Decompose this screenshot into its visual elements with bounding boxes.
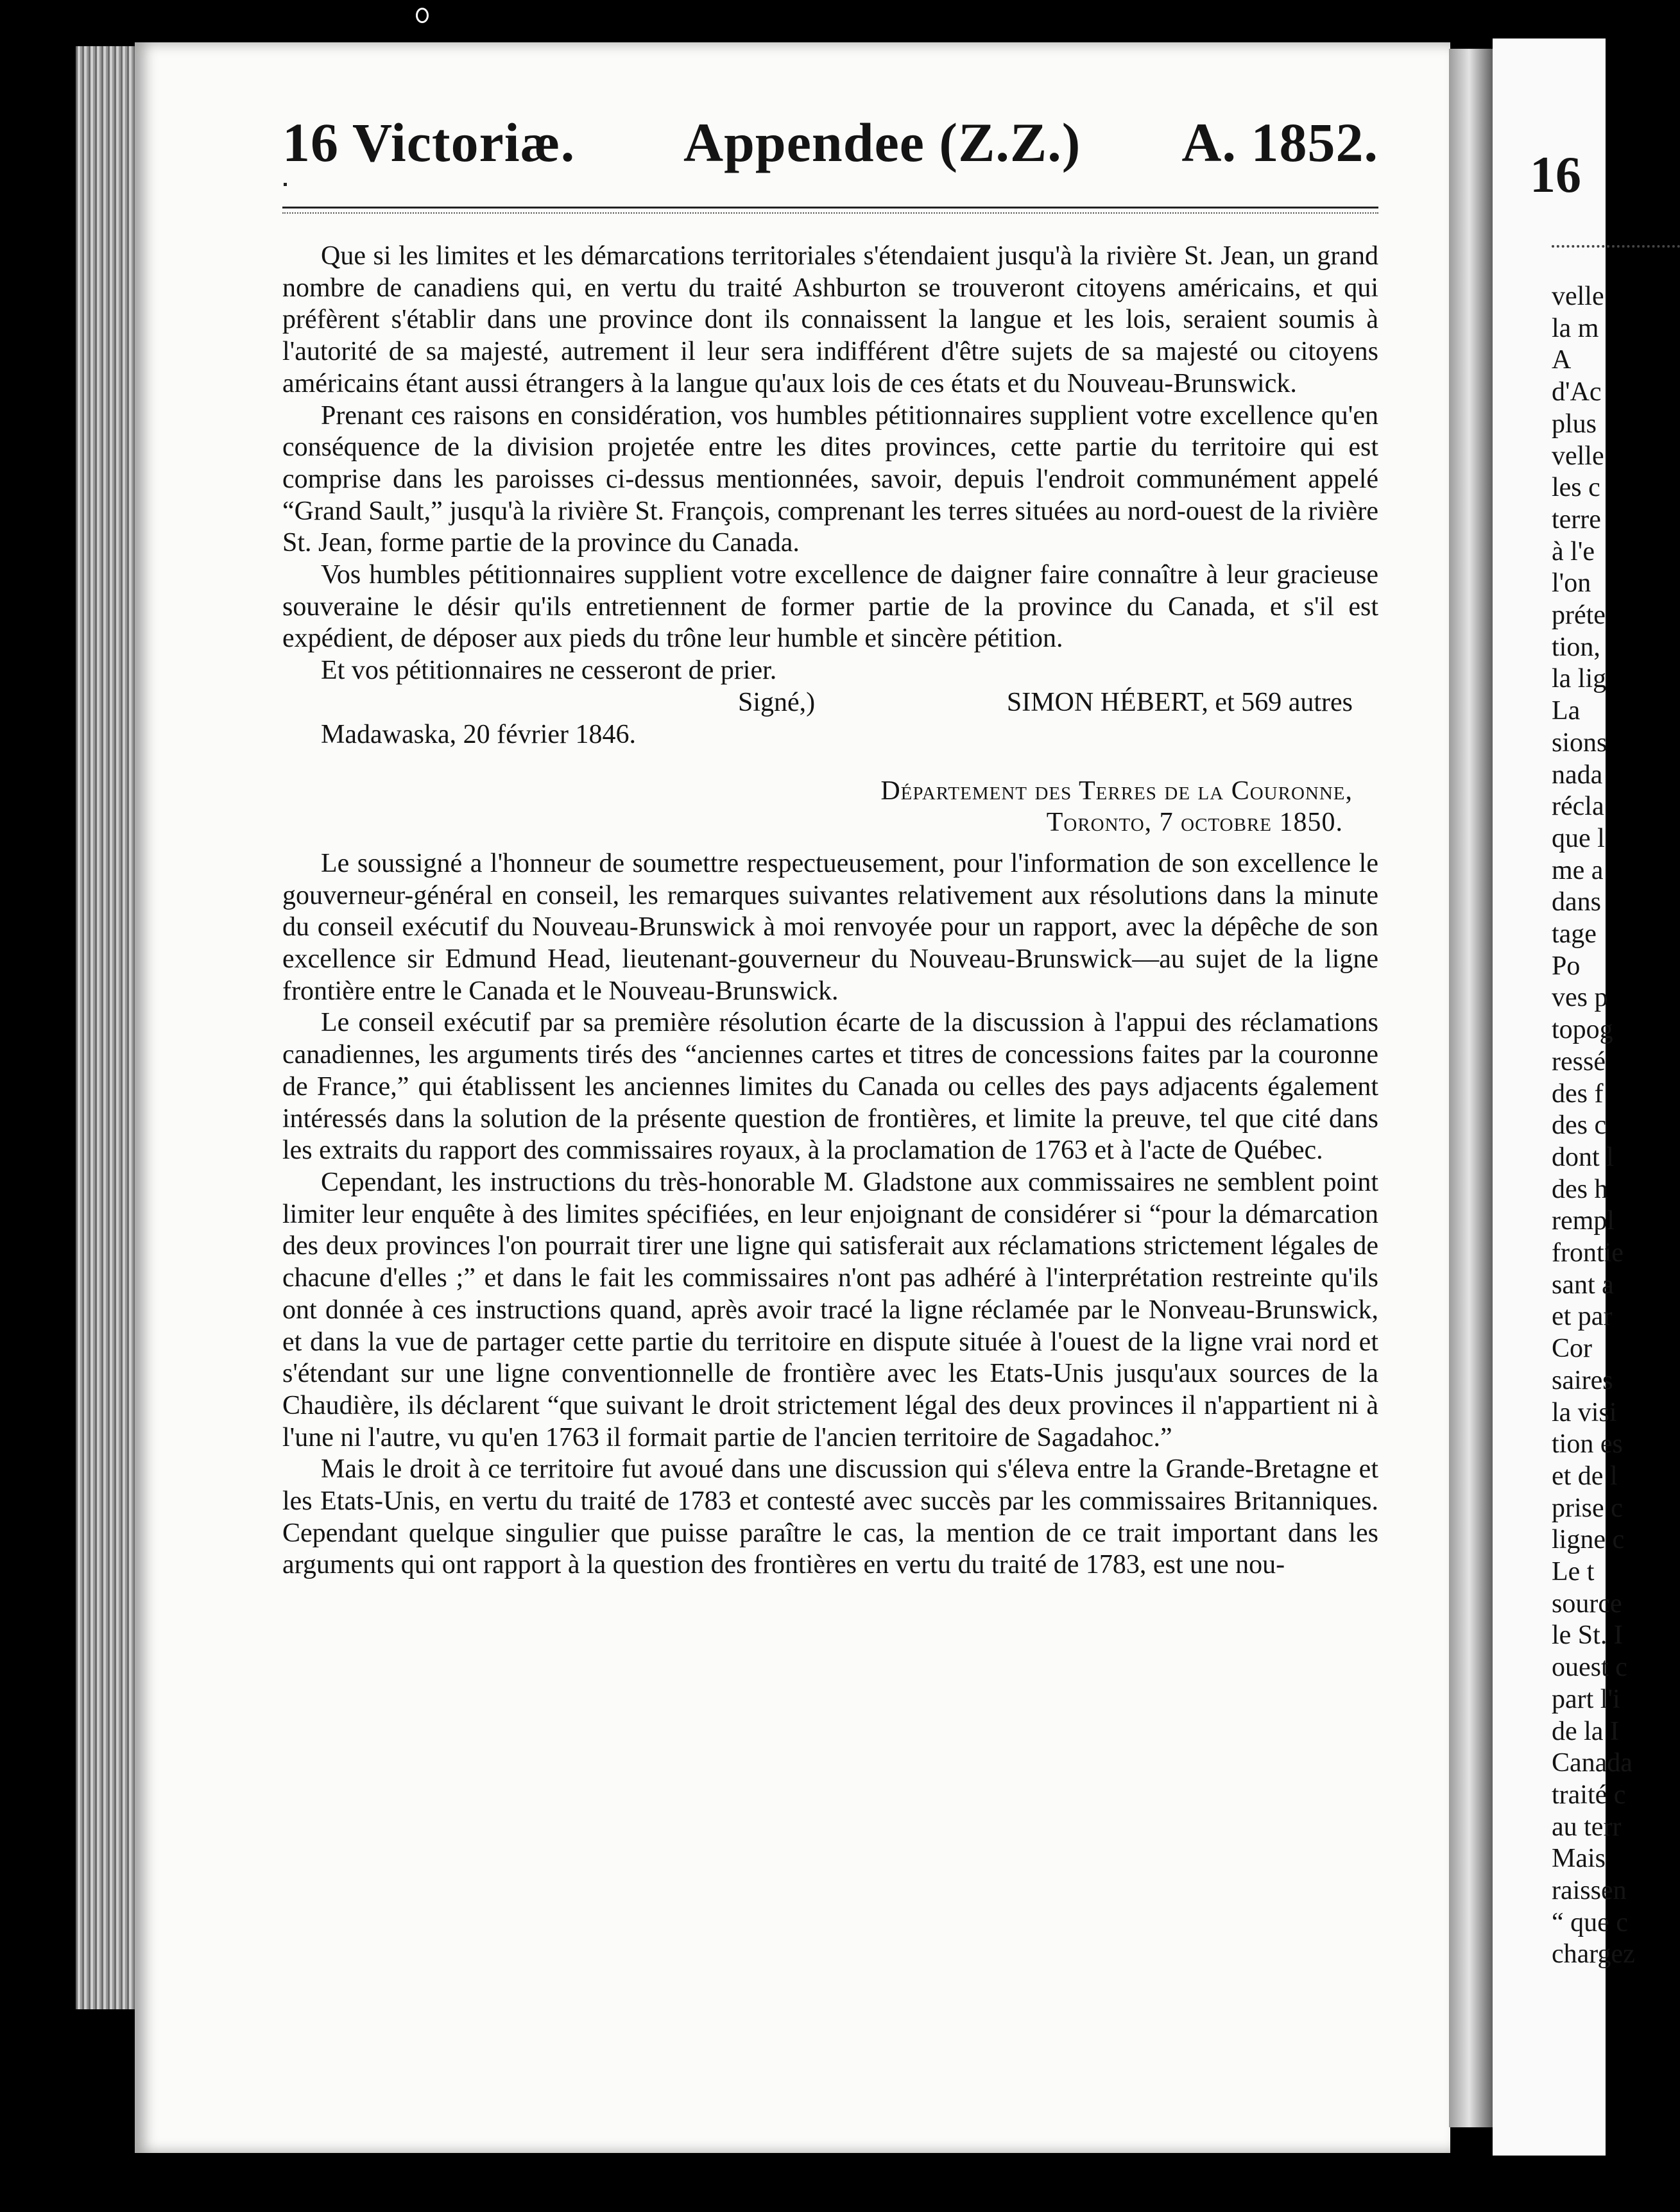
facing-page-fragment: ligne c [1552,1525,1625,1555]
facing-page-fragment: ouest c [1552,1653,1627,1683]
petition-paragraph-1: Que si les limites et les démarcations territoriales s'étendaient jusqu'à la rivière St. Jean, un grand nombre de canadiens qui, en vertu du traité Ashburton se trouveront citoyens américains, et qui préfèrent s'établir dans une province dont ils connaissent la langue et les lois, seraient soumis à l'autorité de sa majesté, autrement il leur sera indifférent d'être sujets de sa majesté ou citoyens américains étant aussi étrangers à la langue qu'aux lois de ces états et du Nouveau-Brunswick. [282,241,1378,398]
facing-page-fragment: nada [1552,760,1603,790]
report-department: Département des Terres de la Couronne, [880,776,1353,806]
facing-page-fragment: et par [1552,1302,1613,1332]
facing-page-fragment: Le t [1552,1557,1595,1587]
facing-page-header: 16 [1530,147,1581,203]
facing-page-fragment: terre [1552,504,1601,534]
facing-page-fragment: raissen [1552,1876,1627,1905]
facing-page-fragment: plus [1552,409,1597,439]
facing-page-fragment: prise c [1552,1493,1623,1523]
facing-page-fragment: dans [1552,887,1601,917]
facing-page-fragment: sions [1552,727,1607,758]
facing-page-fragment: préte [1552,600,1606,630]
facing-page-fragment: tage [1552,919,1597,949]
report-heading [282,776,1378,839]
header-year: A. 1852. [1181,112,1378,173]
facing-page-fragment: Po [1552,951,1581,981]
facing-page-fragment: ressé [1552,1046,1606,1076]
facing-page-fragment: source [1552,1588,1622,1619]
facing-page-fragment: chargez [1552,1939,1635,1970]
facing-page-fragment: me a [1552,855,1604,885]
facing-page-fragment: à l'e [1552,536,1595,566]
facing-page-fragment: la lig [1552,664,1607,694]
page-text [282,241,1378,1581]
facing-page-fragment: saires [1552,1365,1613,1395]
facing-page-fragment: la visi [1552,1397,1617,1427]
facing-page-fragment: la m [1552,313,1599,343]
facing-page-fragment: des f [1552,1078,1604,1109]
facing-page-fragment: récla [1552,792,1604,822]
facing-page-fragment: velle [1552,441,1604,471]
petition-paragraph-2: Prenant ces raisons en considération, vos humbles pétitionnaires supplient votre excellence qu'en conséquence de la division projetée entre les dites provinces, cette partie du territoire qui est comprise dans les paroisses ci-dessus mentionnées, savoir, depuis l'endroit communément appelé “Grand Sault,” jusqu'à la rivière St. François, comprenant les terres situées au nord-ouest de la rivière St. Jean, forme partie de la province du Canada. [282,400,1378,558]
facing-page-fragment: sant a [1552,1270,1614,1300]
header-dot [284,183,287,186]
facing-page-fragment: le St. I [1552,1621,1623,1651]
facing-page-fragment: velle [1552,282,1604,311]
running-header [282,110,1378,174]
facing-page-fragment: des c [1552,1110,1607,1141]
signature-line [282,687,1378,719]
report-paragraph-1: Le soussigné a l'honneur de soumettre respectueusement, pour l'information de son excellence le gouverneur-général en conseil, les remarques suivantes relativement aux résolutions dans la minute du conseil exécutif du Nouveau-Brunswick à moi renvoyée pour un rapport, avec la dépêche de son excellence sir Edmund Head, lieutenant-gouverneur du Nouveau-Brunswick—au sujet de la ligne frontière entre le Canada et le Nouveau-Brunswick. [282,848,1378,1006]
report-place-date: Toronto, 7 octobre 1850. [1046,808,1343,838]
header-appendix: Appendee (Z.Z.) [683,112,1081,173]
signatory: SIMON HÉBERT, et 569 autres [1006,687,1353,717]
facing-page-fragment: au terr [1552,1812,1622,1842]
facing-page-fragment: Canada [1552,1748,1633,1778]
facing-page-fragment: part l'i [1552,1684,1620,1714]
petition-paragraph-4: Et vos pétitionnaires ne cesseront de prier. [321,656,777,686]
facing-page-fragment: dont l [1552,1142,1614,1172]
facing-page-fragment: frontie [1552,1238,1624,1268]
report-paragraph-2: Le conseil exécutif par sa première résolution écarte de la discussion à l'appui des réclamations canadiennes, les arguments tirés des “anciennes cartes et titres de concessions faites par la couronne de France,” qui établissent les anciennes limites du Canada ou celles des pays adjacents également intéressés dans la solution de la présente question de frontières, et limite la preuve, tel que cité dans les extraits du rapport des commissaires royaux, à la proclamation de 1763 et à l'acte de Québec. [282,1008,1378,1166]
facing-page-fragment: “ que c [1552,1907,1628,1937]
facing-page-fragment: topog [1552,1015,1613,1045]
report-paragraph-4: Mais le droit à ce territoire fut avoué dans une discussion qui s'éleva entre la Grande-Bretagne et les Etats-Unis, en vertu du traité de 1783 et contesté avec succès par les commissaires Britanniques. Cependant quelque singulier que puisse paraître le cas, la mention de ce trait important dans les arguments qui ont rapport à la question des frontières en vertu du traité de 1783, est une nou- [282,1454,1378,1580]
facing-page-fragment: que l [1552,823,1605,853]
report-paragraph-3: Cependant, les instructions du très-honorable M. Gladstone aux commissaires ne semblent point limiter leur enquête à des limites spécifiées, en leur enjoignant de considérer si “pour la démarcation des deux provinces l'on pourrait tirer une ligne qui satisferait aux réclamations strictement légales de chacune d'elles ;” et dans le fait les commissaires n'ont pas adhéré à l'interprétation restreinte qu'ils ont donnée à ces instructions quand, après avoir tracé la ligne réclamée par le Nonveau-Brunswick, et dans la vue de partager cette partie du territoire en dispute située à l'ouest de la ligne vrai nord et s'étendant sur une ligne conventionnelle de frontière avec les Etats-Unis jusqu'aux sources de la Chaudière, ils déclarent “que suivant le droit strictement légal des deux provinces il n'appartient ni à l'une ni l'autre, vu qu'en 1763 il formait partie de l'ancien territoire de Sagadahoc.” [282,1167,1378,1452]
petition-paragraph-3: Vos humbles pétitionnaires supplient votre excellence de daigner faire connaître à leur gracieuse souveraine le désir qu'ils entretiennent de former partie de la province du Canada, et s'il est expédient, de déposer aux pieds du trône leur humble et sincère pétition. [282,560,1378,654]
facing-page [1493,38,1635,2156]
film-mark [416,8,429,23]
signed-label: Signé,) [738,687,816,717]
facing-page-fragment: et de l [1552,1461,1618,1491]
facing-page-fragment: des h [1552,1174,1608,1204]
facing-page-fragment: La [1552,696,1581,726]
facing-page-fragment: tion, [1552,632,1600,662]
facing-page-fragment: traité c [1552,1780,1626,1810]
facing-page-fragment: ves p [1552,983,1608,1013]
facing-page-rule [1552,245,1680,248]
facing-page-fragment: A [1552,345,1572,375]
facing-page-fragment: Cor [1552,1334,1592,1364]
facing-page-fragment: de la I [1552,1716,1619,1746]
header-session: 16 Victoriæ. [282,112,576,173]
facing-page-fragment: d'Ac [1552,377,1602,407]
facing-page-fragment: les c [1552,473,1600,503]
facing-page-fragment: Mais [1552,1844,1606,1874]
header-rule [282,207,1378,214]
facing-page-fragment: rempl [1552,1206,1615,1236]
facing-page-fragment: l'on [1552,568,1591,599]
petition-place-date: Madawaska, 20 février 1846. [321,719,636,749]
book-gutter [1449,49,1494,2127]
facing-page-fragment: tion es [1552,1429,1623,1459]
